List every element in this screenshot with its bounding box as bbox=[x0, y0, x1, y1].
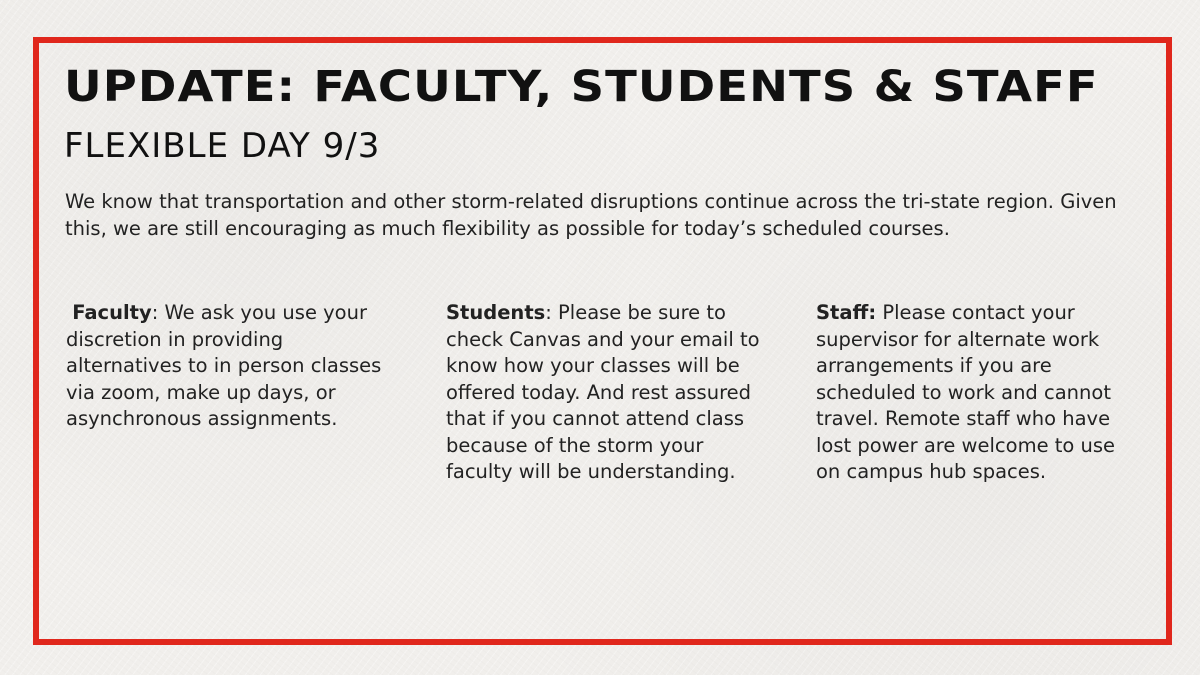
faculty-text: : We ask you use your discretion in providing alternatives to in person classes via zoom, make up days, or asynchronous assignments. bbox=[66, 301, 382, 430]
students-label: Students bbox=[446, 301, 546, 324]
subheadline: FLEXIBLE DAY 9/3 bbox=[64, 126, 381, 166]
faculty-label: Faculty bbox=[72, 301, 152, 324]
headline: UPDATE: FACULTY, STUDENTS & STAFF bbox=[64, 62, 1099, 112]
staff-label: Staff: bbox=[816, 301, 877, 324]
students-text: : Please be sure to check Canvas and your email to know how your classes will be offered today. And rest assured that if you cannot attend class because of the storm your faculty will be understanding. bbox=[446, 301, 760, 483]
intro-paragraph: We know that transportation and other storm-related disruptions continue across the tri-state region. Given this, we are still encouraging as much flexibility as possible for today’s scheduled courses. bbox=[65, 190, 1117, 240]
staff-column bbox=[816, 300, 1136, 486]
faculty-column bbox=[66, 300, 386, 433]
students-column bbox=[446, 300, 766, 486]
staff-text: Please contact your supervisor for alternate work arrangements if you are scheduled to work and cannot travel. Remote staff who have lost power are welcome to use on campus hub spaces. bbox=[816, 301, 1116, 483]
